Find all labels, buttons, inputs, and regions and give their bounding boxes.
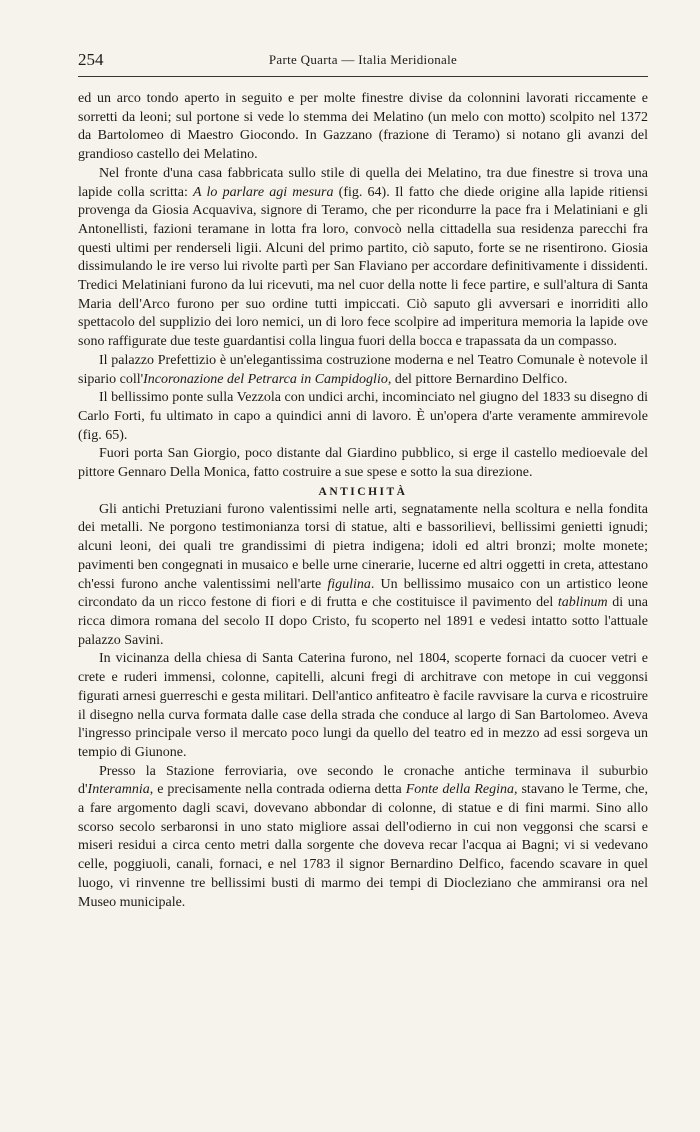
italic-term: tablinum	[557, 595, 608, 611]
inscription-quote: A lo parlare agi mesura	[193, 184, 334, 200]
paragraph-ponte: Il bellissimo ponte sulla Vezzola con undici archi, incominciato nel giugno del 1833 su disegno di Carlo Forti, fu ultimato in capo a quindici anni di lavoro. È un'opera d'arte veramente ammirevole (fig. 65).	[78, 390, 648, 443]
italic-term: Fonte della Regina	[405, 782, 514, 798]
page-number: 254	[78, 50, 104, 69]
body-text	[78, 90, 648, 912]
header-rule	[78, 76, 648, 77]
paragraph-castello: Fuori porta San Giorgio, poco distante dal Giardino pubblico, si erge il castello medioevale del pittore Gennaro Della Monica, fatto costruire a sue spese e sotto la sua direzione.	[78, 446, 648, 481]
paragraph-lapide: Nel fronte d'una casa fabbricata sullo stile di quella dei Melatino, tra due finestre si trova una lapide colla scritta: A lo parlare agi mesura (fig. 64). Il fatto che diede origine alla lapide ritiensi provenga da Giosia Acquaviva, signore di Teramo, che per ricondurre la pace fra i Melatiniani e gli Antonellisti, fazioni teramane in lotta fra loro, convocò nella cittadella sua residenza parecchi fra questi ultimi per renderseli ligii. Alcuni del primo partito, ciò saputo, forte se ne risentirono. Giosia dissimulando le ire verso lui rivolte partì per San Flaviano per accordare definitivamente i dissidenti. Tredici Melatiniani furono da lui ricevuti, ma nel cuor della notte li fece partire, e sull'altura di Santa Maria dell'Arco furono per suo ordine tutti impiccati. Ciò saputo gli avversari e inorriditi allo spettacolo del supplizio dei loro nemici, un di loro fece scolpire ad imperitura memoria la lapide ove sono raffigurate due teste guardantisi colla lingua fuori della bocca e trapassata da un compasso.	[78, 165, 648, 350]
italic-term: Interamnia	[87, 782, 150, 798]
painting-title: Incoronazione del Petrarca in Campidoglio	[143, 371, 388, 387]
italic-term: figulina	[327, 576, 371, 592]
book-page	[0, 50, 700, 1132]
section-heading-antichita: ANTICHITÀ	[318, 485, 408, 498]
paragraph-santa-caterina: In vicinanza della chiesa di Santa Caterina furono, nel 1804, scoperte fornaci da cuocer vetri e crete e ruderi immensi, colonne, capitelli, alcuni fregi di architrave con metope in cui veggonsi figurati arnesi guerreschi e gesta militari. Dell'antico anfiteatro è facile ravvisare la curva e ricostruire il disegno nella curva formata dalle case della strada che conduce al largo di San Bartolomeo. Aveva l'ingresso principale verso il mercato poco lungi da quello del teatro ed in mezzo ad essi sorgeva un tempio di Giunone.	[78, 651, 648, 760]
paragraph-melatino-palace: ed un arco tondo aperto in seguito e per molte finestre divise da colonnini lavorati riccamente e sorretti da leoni; sul portone si vede lo stemma dei Melatino (un melo con motto) scolpito nel 1372 da Bartolomeo di Maestro Giocondo. In Gazzano (frazione di Teramo) si notano gli avanzi del grandioso castello dei Melatino.	[78, 91, 648, 163]
running-head	[78, 50, 648, 84]
paragraph-prefettizio: Il palazzo Prefettizio è un'elegantissima costruzione moderna e nel Teatro Comunale è notevole il sipario coll'Incoronazione del Petrarca in Campidoglio, del pittore Bernardino Delfico.	[78, 352, 648, 387]
running-title: Parte Quarta — Italia Meridionale	[268, 52, 458, 67]
paragraph-terme: Presso la Stazione ferroviaria, ove secondo le cronache antiche terminava il suburbio d'Interamnia, e precisamente nella contrada odierna detta Fonte della Regina, stavano le Terme, che, a fare argomento dagli scavi, dovevano abbondar di colonne, di statue e di fini marmi. Sino allo scorso secolo serbaronsi in uno stato migliore assai dell'odierno in cui non veggonsi che scarsi e miseri residui a circa cento metri dalla sorgente che doveva recar l'acqua ai Bagni; vi si vedevano celle, poggiuoli, canali, fornaci, e nel 1783 il signor Bernardino Delfico, facendo scavare in quel luogo, vi rinvenne tre bellissimi busti di marmo dei tempi di Diocleziano che ammiransi ora nel Museo municipale.	[78, 763, 648, 910]
paragraph-pretuziani: Gli antichi Pretuziani furono valentissimi nelle arti, segnatamente nella scoltura e nella fondita dei metalli. Ne porgono testimonianza torsi di statue, alti e bassorilievi, bellissimi genietti ignudi; alcuni leoni, dei quali tre grandissimi di pietra indigena; idoli ed altri bronzi; molte monete; pavimenti ben congegnati in musaico e belle urne cinerarie, lucerne ed altri oggetti in creta, attestano ch'essi furono anche valentissimi nell'arte figulina. Un bellissimo musaico con un artistico leone circondato da un ricco festone di fiori e di frutta e che costituisce il pavimento del tablinum di una ricca dimora romana del secolo II dopo Cristo, fu scoperto nel 1891 e vedesi intatto sotto l'attuale palazzo Savini.	[78, 501, 648, 648]
